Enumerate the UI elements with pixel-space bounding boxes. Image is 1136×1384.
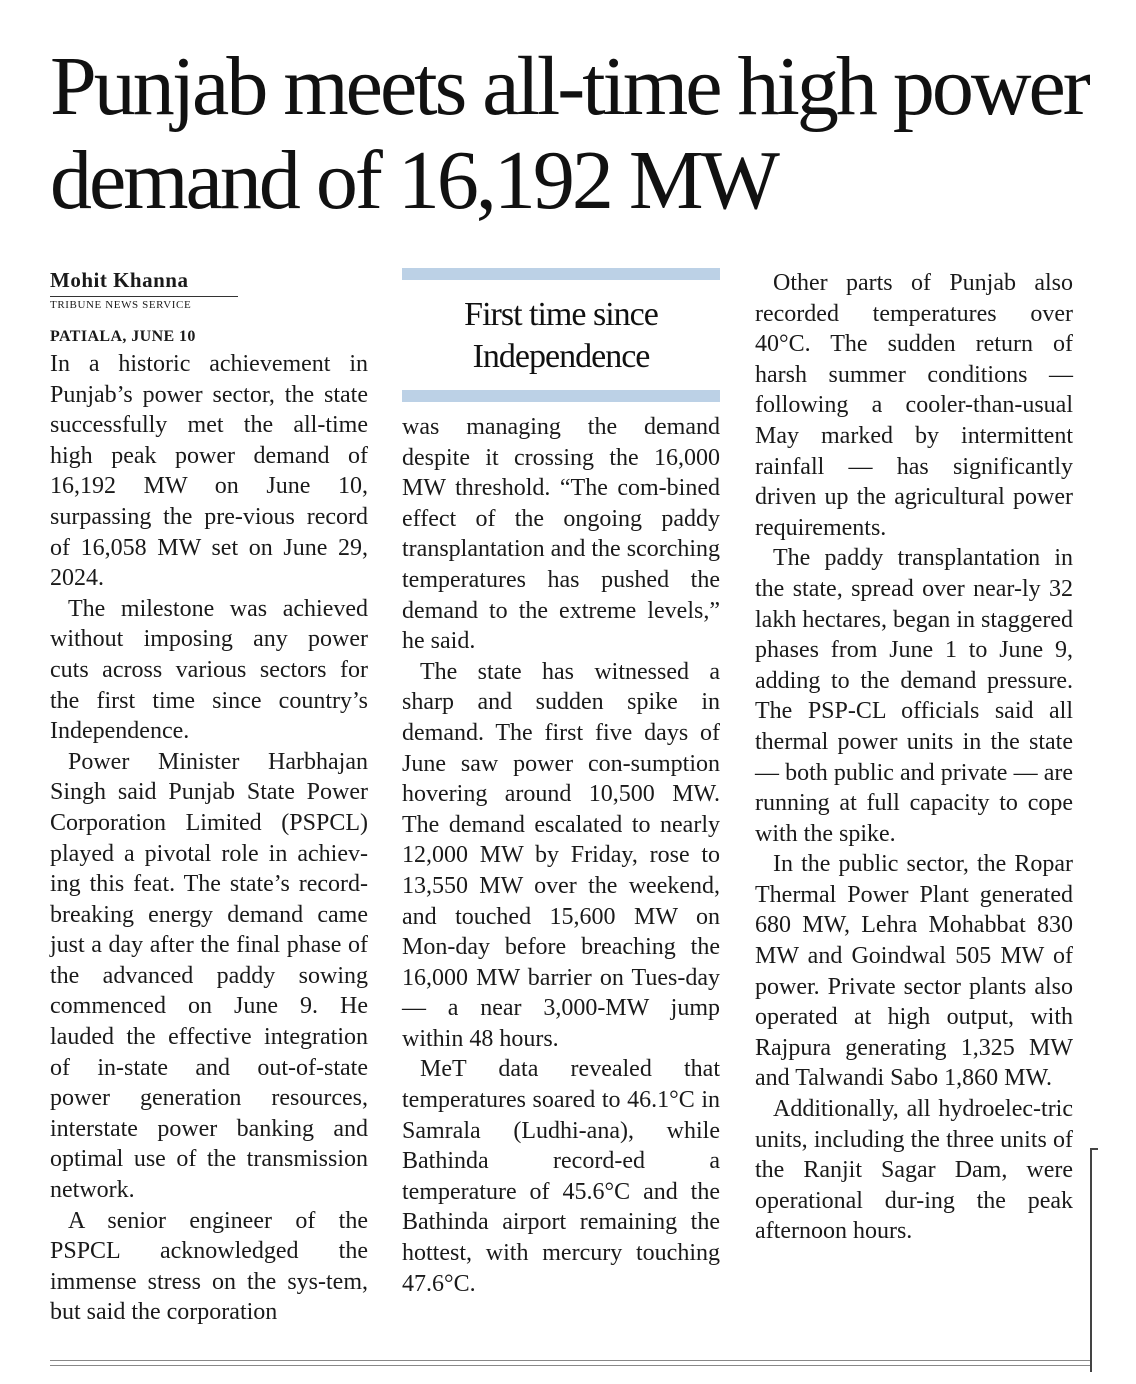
article-paragraph: The state has witnessed a sharp and sudden spike in demand. The first five days of June saw power con-sumption hovering around 10,500 MW. The demand escalated to nearly 12,000 MW by Friday, rose to 13,550 MW over the weekend, and touched 15,600 MW on Mon-day before breaching the 16,000 MW barrier on Tues-day — a near 3,000-MW jump within 48 hours.	[402, 658, 720, 1052]
article-paragraph: was managing the demand despite it crossing the 16,000 MW threshold. “The com-bined effect of the ongoing paddy transplantation and the scorching temperatures has pushed the demand to the extreme levels,” he said.	[402, 414, 720, 655]
pull-quote-line-2: Independence	[472, 338, 650, 375]
article-paragraph: A senior engineer of the PSPCL acknowledged the immense stress on the sys-tem, but said the corporation	[50, 1207, 368, 1326]
byline: Mohit Khanna	[50, 268, 189, 292]
bottom-divider	[50, 1365, 1090, 1366]
article-paragraph: Additionally, all hydroelec-tric units, including the three units of the Ranjit Sagar Dam, were operational dur-ing the peak afternoon hours.	[755, 1096, 1073, 1245]
pull-quote-top-bar	[402, 268, 720, 280]
headline: Punjab meets all-time high power demand of 16,192 MW	[50, 40, 1088, 227]
column-edge-rule	[1090, 1148, 1100, 1372]
article-column-2	[402, 268, 720, 1299]
column-edge-tick	[1090, 1148, 1098, 1150]
article-column-3	[755, 268, 1073, 1247]
article-paragraph: Power Minister Harbhajan Singh said Punjab State Power Corporation Limited (PSPCL) played a pivotal role in achiev-ing this feat. The state’s record-breaking energy demand came just a day after the final phase of the advanced paddy sowing commenced on June 9. He lauded the effective integration of in-state and out-of-state power generation resources, interstate power banking and optimal use of the transmission network.	[50, 748, 368, 1204]
article-paragraph: In a historic achievement in Punjab’s power sector, the state successfully met the all-time high peak power demand of 16,192 MW on June 10, surpassing the pre-vious record of 16,058 MW set on June 29, 2024.	[50, 351, 368, 592]
pull-quote-line-1: First time since	[464, 296, 658, 333]
dateline: PATIALA, JUNE 10	[50, 328, 196, 345]
bottom-divider	[50, 1360, 1090, 1361]
article-paragraph: The milestone was achieved without imposing any power cuts across various sectors for the first time since country’s Independence.	[50, 595, 368, 745]
pull-quote-text	[402, 280, 720, 390]
pull-quote	[402, 268, 720, 402]
article-paragraph: MeT data revealed that temperatures soared to 46.1°C in Samrala (Ludhi-ana), while Bathinda record-ed a temperature of 45.6°C and the Bathinda airport remaining the hottest, with mercury touching 47.6°C.	[402, 1056, 720, 1297]
article-paragraph: In the public sector, the Ropar Thermal Power Plant generated 680 MW, Lehra Mohabbat 830 MW and Goindwal 505 MW of power. Private sector plants also operated at high output, with Rajpura generating 1,325 MW and Talwandi Sabo 1,860 MW.	[755, 851, 1073, 1092]
news-service: TRIBUNE NEWS SERVICE	[50, 299, 192, 311]
pull-quote-bottom-bar	[402, 390, 720, 402]
article-paragraph: The paddy transplantation in the state, spread over near-ly 32 lakh hectares, began in staggered phases from June 1 to June 9, adding to the demand pressure. The PSP-CL officials said all thermal power units in the state — both public and private — are running at full capacity to cope with the spike.	[755, 545, 1073, 847]
article-paragraph: Other parts of Punjab also recorded temperatures over 40°C. The sudden return of harsh summer conditions — following a cooler-than-usual May marked by intermittent rainfall — has significantly driven up the agricultural power requirements.	[755, 270, 1073, 541]
article-column-1	[50, 268, 368, 1328]
